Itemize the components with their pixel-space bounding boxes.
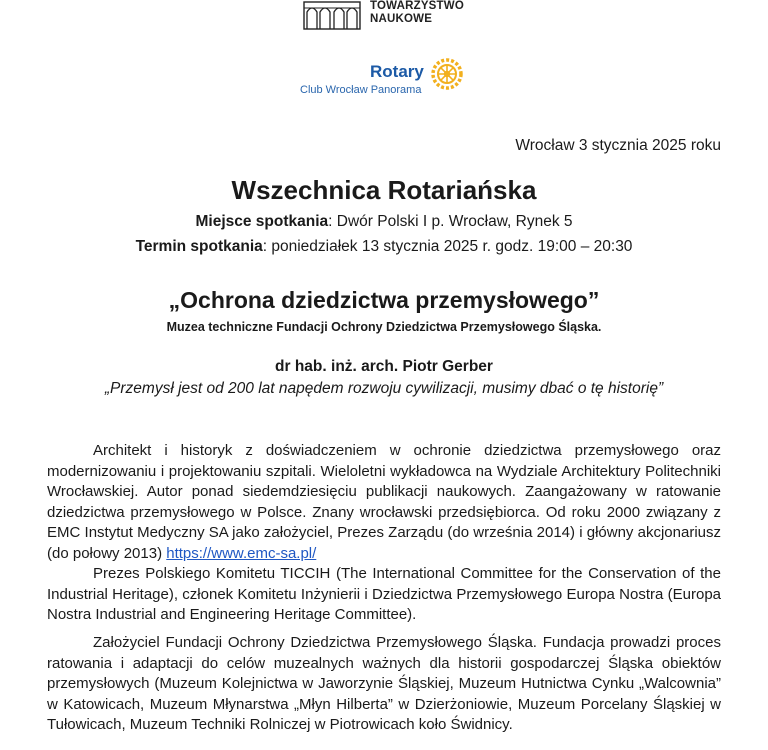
meeting-term-label: Termin spotkania: [135, 238, 263, 255]
meeting-term-value: poniedziałek 13 stycznia 2025 r. godz. 19:00 – 20:30: [267, 238, 633, 255]
meeting-place: Miejsce spotkania: Dwór Polski I p. Wrocław, Rynek 5: [195, 213, 573, 230]
meeting-place-value: Dwór Polski I p. Wrocław, Rynek 5: [332, 213, 573, 230]
bio-paragraph-1-text: Architekt i historyk z doświadczeniem w ochronie dziedzictwa przemysłowego oraz modernizowaniu i projektowaniu szpitali. Wieloletni wykładowca na Wydziale Architektury Politechniki Wrocławskiej. Autor ponad siedemdziesięciu publikacji naukowych. Zaangażowany w ratowanie dziedzictwa przemysłowego w Polsce. Znany wrocławski przedsiębiorca. Od roku 2000 związany z EMC Instytut Medyczny SA jako założyciel, Prezes Zarządu (do września 2014) i główny akcjonariusz (do połowy 2013): [47, 442, 721, 562]
society-line-1: TOWARZYSTWO: [370, 0, 464, 12]
meeting-place-label: Miejsce spotkania: [195, 213, 329, 230]
page-title: Wszechnica Rotariańska: [231, 175, 537, 205]
emc-website-link[interactable]: https://www.emc-sa.pl/: [166, 544, 317, 562]
lecture-title: „Ochrona dziedzictwa przemysłowego”: [168, 287, 600, 313]
society-logo-text: [370, 0, 464, 26]
lecture-quote: „Przemysł jest od 200 lat napędem rozwoju cywilizacji, musimy dbać o tę historię”: [104, 380, 664, 397]
rotary-wordmark: Rotary: [370, 62, 424, 81]
rotary-club-name: Club Wrocław Panorama: [300, 84, 422, 96]
lecture-subtitle: Muzea techniczne Fundacji Ochrony Dziedzictwa Przemysłowego Śląska.: [166, 320, 602, 334]
speaker-name: dr hab. inż. arch. Piotr Gerber: [275, 358, 493, 375]
bio-paragraph-3: [47, 633, 721, 736]
society-building-logo: [303, 0, 361, 30]
document-date: Wrocław 3 stycznia 2025 roku: [515, 137, 721, 154]
bio-paragraph-3-text: Założyciel Fundacji Ochrony Dziedzictwa Przemysłowego Śląska. Fundacja prowadzi proces ratowania i adaptacji do celów muzealnych ważnych dla historii gospodarczej Śląska obiektów przemysłowych (Muzeum Kolejnictwa w Jaworzynie Śląskiej, Muzeum Hutnictwa Cynku „Walcownia” w Katowicach, Muzeum Młynarstwa „Młyn Hilberta” w Dzierżoniowie, Muzeum Porcelany Śląskiej w Tułowicach, Muzeum Techniki Rolniczej w Piotrowicach koło Świdnicy.: [47, 634, 721, 733]
meeting-term: Termin spotkania: poniedziałek 13 stycznia 2025 r. godz. 19:00 – 20:30: [135, 238, 633, 255]
bio-paragraph-2-text: Prezes Polskiego Komitetu TICCIH (The International Committee for the Conservation of the Industrial Heritage), członek Komitetu Inżynierii i Dziedzictwa Przemysłowego Europa Nostra (Europa Nostra Industrial and Engineering Heritage Committee).: [47, 565, 721, 623]
bio-paragraph-1: [47, 441, 721, 564]
rotary-wheel-icon: [430, 57, 464, 91]
bio-paragraph-2: [47, 564, 721, 626]
society-line-2: NAUKOWE: [370, 13, 433, 25]
